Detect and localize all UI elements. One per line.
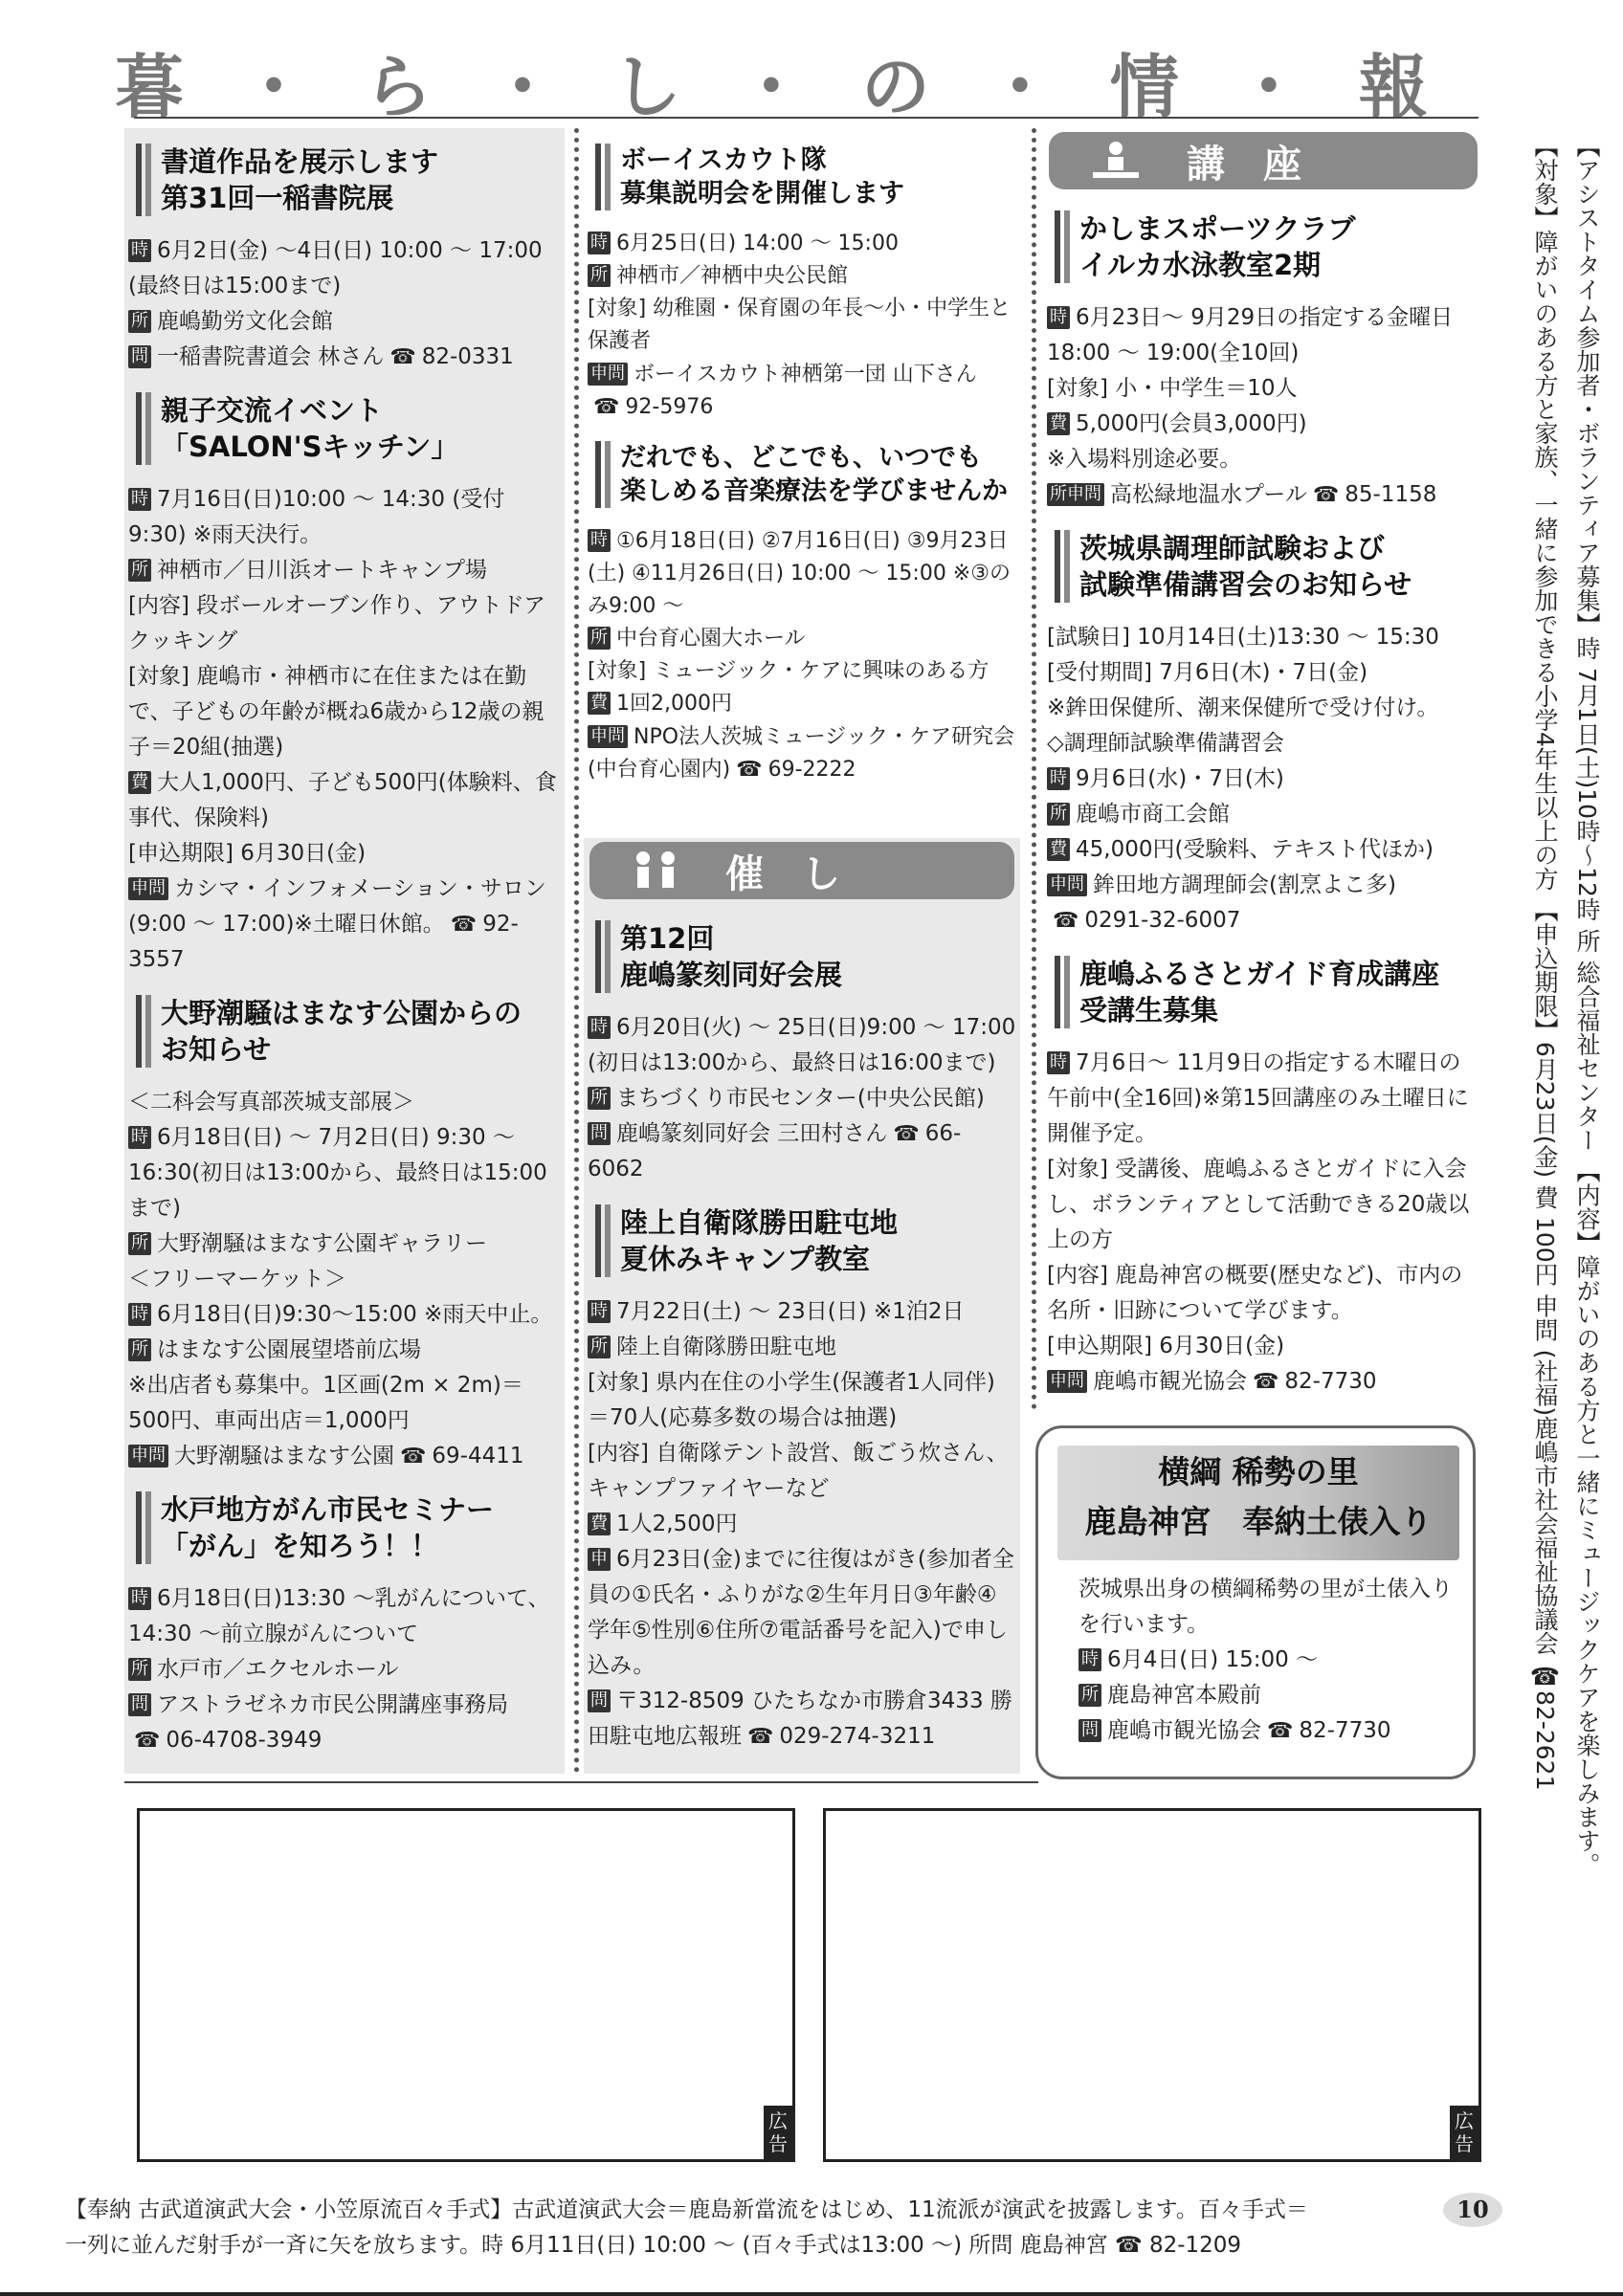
info-text: 6月4日(日) 15:00 ～ [1107, 1647, 1319, 1672]
article [588, 915, 1016, 1187]
info-line [128, 1262, 561, 1297]
info-tag: 時 [1047, 306, 1070, 329]
info-line [1078, 1713, 1461, 1749]
courses-banner [1049, 132, 1478, 189]
info-line [1047, 477, 1479, 513]
article-title-line: 鹿嶋篆刻同好会展 [620, 959, 843, 991]
info-line [588, 1684, 1016, 1755]
phone-number: 66-6062 [588, 1121, 962, 1181]
info-line [128, 659, 561, 765]
info-text: 1人2,500円 [616, 1512, 738, 1536]
page-title [115, 38, 1435, 127]
phone-number: 69-2222 [767, 757, 856, 782]
telephone-icon: ☎ [400, 1445, 427, 1468]
info-text: 45,000円(受験料、テキスト代ほか) [1076, 837, 1434, 862]
info-line [1047, 1258, 1479, 1329]
info-text: NPO法人茨城ミュージック・ケア研究会(中台育心園内) [588, 724, 1015, 782]
vertical-notice [1512, 134, 1608, 1952]
article [588, 1199, 1016, 1755]
info-line [588, 1542, 1016, 1684]
info-line [128, 1120, 561, 1226]
article-title-line: 試験準備講習会のお知らせ [1079, 568, 1412, 601]
info-text: 高松緑地温水プール [1110, 482, 1307, 507]
info-tag: 問 [128, 1693, 151, 1716]
info-line [128, 1581, 561, 1652]
telephone-icon: ☎ [747, 1725, 774, 1749]
info-text: 陸上自衛隊勝田駐屯地 [616, 1335, 836, 1359]
column-middle-events [584, 838, 1020, 1774]
info-tag: 費 [588, 1512, 611, 1535]
article-title [1047, 950, 1479, 1034]
info-text: はまなす公園展望塔前広場 [157, 1337, 421, 1362]
phone-number: 82-0331 [421, 344, 514, 369]
footer-line2: 一列に並んだ射手が一斉に矢を放ちます。時 6月11日(日) 10:00 ～ (百々手式は13:00 ～) 所問 鹿島神宮 ☎ 82-1209 [65, 2233, 1242, 2258]
column-divider [574, 128, 579, 1774]
sumo-title [1057, 1447, 1459, 1562]
article-title-line: 「がん」を知ろう！！ [161, 1530, 439, 1562]
telephone-icon: ☎ [1253, 1370, 1279, 1394]
article-title-line: 茨城県調理師試験および [1079, 532, 1386, 564]
info-text: 6月25日(日) 14:00 ～ 15:00 [616, 232, 899, 256]
info-text: 茨城県出身の横綱稀勢の里が土俵入りを行います。 [1078, 1577, 1453, 1637]
info-text: 大人1,000円、子ども500円(体験料、食事代、保険料) [128, 770, 557, 830]
telephone-icon: ☎ [134, 1729, 161, 1753]
info-text: ＜二科会写真部茨城支部展＞ [128, 1090, 414, 1115]
info-line [128, 1085, 561, 1120]
telephone-icon: ☎ [1053, 909, 1079, 933]
article-title-line: 第12回 [620, 922, 715, 955]
info-line [588, 1436, 1016, 1507]
article-title-line: イルカ水泳教室2期 [1079, 249, 1322, 281]
telephone-icon: ☎ [893, 1122, 920, 1146]
info-text: [申込期限] 6月30日(金) [1047, 1334, 1285, 1358]
info-line [1047, 655, 1479, 691]
info-text: 6月18日(日)13:30 ～乳がんについて、14:30 ～前立腺がんについて [128, 1586, 550, 1646]
info-line [128, 588, 561, 659]
info-line [1047, 762, 1479, 797]
info-tag: 時 [1078, 1648, 1101, 1671]
info-line [128, 1333, 561, 1368]
info-text: 鹿嶋市観光協会 [1093, 1369, 1247, 1394]
phone-number: 92-5976 [625, 394, 714, 419]
info-tag: 所 [588, 1336, 611, 1358]
phone-number: 0291-32-6007 [1084, 908, 1241, 933]
title-char: ら [363, 47, 440, 127]
info-line [1047, 1364, 1479, 1400]
info-tag: 問 [1078, 1719, 1101, 1742]
telephone-icon: ☎ [593, 394, 620, 419]
info-text: [対象] 県内在住の小学生(保護者1人同伴)＝70人(応募多数の場合は抽選) [588, 1370, 995, 1430]
info-tag: 時 [588, 529, 611, 552]
article-title-line: だれでも、どこでも、いつでも [620, 442, 982, 473]
info-line [128, 482, 561, 553]
info-tag: 所 [128, 559, 151, 582]
title-char: 暮 [115, 47, 192, 127]
info-tag: 所 [128, 310, 151, 333]
info-text: 鹿嶋勤労文化会館 [157, 309, 333, 334]
telephone-icon: ☎ [1267, 1719, 1294, 1743]
info-tag: 時 [128, 488, 151, 511]
info-tag: 時 [588, 232, 611, 254]
info-line [1047, 442, 1479, 477]
info-text: 7月16日(日)10:00 ～ 14:30 (受付9:30) ※雨天決行。 [128, 487, 505, 547]
ad-space-left [137, 1808, 795, 2162]
sumo-body [1078, 1572, 1461, 1749]
info-line [1047, 371, 1479, 407]
info-text: 6月2日(金) ～4日(日) 10:00 ～ 17:00 (最終日は15:00まで) [128, 238, 543, 298]
info-text: 鹿嶋市商工会館 [1076, 802, 1230, 827]
column-right [1043, 128, 1483, 1411]
info-text: 9月6日(水)・7日(木) [1076, 766, 1284, 791]
sumo-title-line2: 鹿島神宮 奉納土俵入り [1084, 1503, 1433, 1540]
info-line [1078, 1572, 1461, 1643]
info-text: ボーイスカウト神栖第一団 山下さん [634, 362, 977, 386]
info-tag: 所申問 [1047, 483, 1104, 506]
info-line [128, 304, 561, 340]
info-text: [内容] 自衛隊テント設営、飯ごう炊さん、キャンプファイヤーなど [588, 1441, 1009, 1501]
info-text: [申込期限] 6月30日(金) [128, 841, 367, 866]
article-title-line: 鹿嶋ふるさとガイド育成講座 [1079, 958, 1440, 990]
info-tag: 問 [588, 1689, 611, 1712]
info-text: 6月18日(日) ～ 7月2日(日) 9:30 ～ 16:30(初日は13:00から、最終日は15:00まで) [128, 1125, 547, 1221]
article-title-line: 親子交流イベント [161, 394, 384, 427]
info-text: [試験日] 10月14日(土)13:30 ～ 15:30 [1047, 625, 1439, 650]
info-line [128, 765, 561, 836]
info-tag: 申問 [1047, 1370, 1087, 1393]
info-line [128, 340, 561, 375]
article [128, 138, 561, 375]
info-line [588, 1081, 1016, 1116]
article-title [1047, 205, 1479, 289]
info-line [1047, 1152, 1479, 1258]
phone-number: 82-7730 [1284, 1369, 1377, 1394]
info-line [128, 553, 561, 588]
info-text: 6月23日～ 9月29日の指定する金曜日18:00 ～ 19:00(全10回) [1047, 305, 1454, 365]
info-line [588, 655, 1016, 688]
info-line [1047, 1329, 1479, 1364]
title-char: 情 [1109, 47, 1187, 127]
info-line [1047, 691, 1479, 726]
phone-number: 82-7730 [1299, 1718, 1391, 1743]
info-tag: 所 [128, 1658, 151, 1681]
info-text: 鹿嶋篆刻同好会 三田村さん [616, 1121, 888, 1146]
courses-list [1043, 205, 1483, 1400]
info-text: 6月20日(火) ～ 25日(日)9:00 ～ 17:00 (初日は13:00から、最終日は16:00まで) [588, 1015, 1016, 1075]
info-line [588, 1116, 1016, 1187]
info-text: ◇調理師試験準備講習会 [1047, 731, 1284, 756]
info-line [588, 1294, 1016, 1330]
info-tag: 時 [588, 1300, 611, 1323]
phone-number: 85-1158 [1345, 482, 1437, 507]
vertical-notice-line2: 【対象】障がいのある方と家族、一緒に参加できる小学4年生以上の方 【申込期限】6月23日(金) 費 100円 申問 (社福)鹿嶋市社会福祉協議会 ☎82-2621 [1531, 134, 1559, 1791]
info-tag: 所 [128, 1232, 151, 1255]
info-line [588, 688, 1016, 720]
info-tag: 申問 [588, 363, 628, 386]
title-char: し [611, 47, 689, 127]
title-char: ・ [487, 47, 565, 127]
article-title-line: かしまスポーツクラブ [1079, 212, 1356, 245]
info-line [1078, 1678, 1461, 1713]
article-title [588, 1199, 1016, 1283]
article-title-line: 楽しめる音楽療法を学びませんか [620, 475, 1008, 506]
info-tag: 問 [128, 345, 151, 368]
events-list [584, 915, 1020, 1755]
telephone-icon: ☎ [1312, 483, 1340, 507]
info-line [1047, 620, 1479, 655]
info-line [588, 623, 1016, 655]
info-text: [受付期間] 7月6日(木)・7日(金) [1047, 660, 1368, 685]
telephone-icon: ☎ [450, 913, 478, 937]
article-title-line: 募集説明会を開催します [620, 179, 904, 210]
info-tag: 所 [588, 1087, 611, 1110]
telephone-icon: ☎ [736, 757, 763, 782]
info-tag: 所 [588, 627, 611, 650]
info-tag: 時 [1047, 767, 1070, 790]
column-middle-top [584, 128, 1020, 831]
article-title [588, 435, 1016, 514]
info-line [1047, 726, 1479, 762]
info-line [588, 1330, 1016, 1365]
info-text: まちづくり市民センター(中央公民館) [616, 1086, 985, 1111]
article [128, 1486, 561, 1758]
info-line [1047, 832, 1479, 868]
phone-number: 69-4411 [432, 1444, 524, 1468]
footer-line1: 【奉納 古武道演武大会・小笠原流百々手式】古武道演武大会＝鹿島新當流をはじめ、11流派が演武を披露します。百々手式＝ [65, 2197, 1308, 2222]
info-text: 7月22日(土) ～ 23日(日) ※1泊2日 [616, 1299, 965, 1324]
info-text: [対象] ミュージック・ケアに興味のある方 [588, 659, 989, 684]
column-divider [1032, 128, 1036, 1410]
info-text: ※入場料別途必要。 [1047, 447, 1242, 472]
info-tag: 費 [128, 771, 151, 794]
info-tag: 問 [588, 1122, 611, 1145]
info-line [588, 721, 1016, 786]
title-char: 報 [1358, 47, 1435, 127]
info-text: [内容] 鹿島神宮の概要(歴史など)、市内の名所・旧跡について学びます。 [1047, 1263, 1463, 1323]
info-tag: 時 [128, 1587, 151, 1610]
telephone-icon: ☎ [389, 345, 416, 369]
info-text: 7月6日～ 11月9日の指定する木曜日の午前中(全16回)※第15回講座のみ土曜日に開催予定。 [1047, 1050, 1469, 1146]
article-title-line: 受講生募集 [1079, 994, 1219, 1027]
info-line [1047, 868, 1479, 903]
article-title-line: 大野潮騒はまなす公園からの [161, 997, 522, 1029]
info-text: 一稲書院書道会 林さん [157, 344, 385, 369]
info-text: 〒312-8509 ひたちなか市勝倉3433 勝田駐屯地広報班 [588, 1689, 1012, 1749]
info-text: 大野潮騒はまなす公園 [174, 1444, 394, 1468]
info-text: 1回2,000円 [616, 692, 732, 717]
info-tag: 所 [128, 1338, 151, 1361]
info-text: 中台育心園大ホール [616, 627, 806, 651]
article [1047, 524, 1479, 938]
info-text: [対象] 幼稚園・保育園の年長～小・中学生と保護者 [588, 297, 1012, 354]
article [588, 138, 1016, 424]
info-line [1047, 903, 1479, 938]
info-line [1047, 407, 1479, 442]
title-char: ・ [736, 47, 813, 127]
info-text: 鹿嶋市観光協会 [1107, 1718, 1261, 1743]
info-tag: 時 [1047, 1051, 1070, 1074]
article-title [128, 1486, 561, 1570]
article [1047, 205, 1479, 513]
header-divider [134, 117, 1478, 119]
phone-number: 029-274-3211 [779, 1724, 936, 1749]
footer-notice [65, 2193, 1539, 2263]
phone-number: 92-3557 [128, 912, 519, 972]
section-divider [124, 1781, 1038, 1783]
info-text: アストラゼネカ市民公開講座事務局 [157, 1692, 509, 1717]
info-line [1047, 300, 1479, 371]
info-tag: 所 [1047, 803, 1070, 826]
info-text: 大野潮騒はまなす公園ギャラリー [157, 1231, 487, 1256]
info-tag: 所 [588, 264, 611, 287]
info-line [128, 1297, 561, 1333]
info-text: ※鉾田保健所、潮来保健所で受け付け。 [1047, 695, 1439, 720]
info-tag: 時 [128, 1303, 151, 1326]
info-line [128, 233, 561, 304]
article-title-line: お知らせ [161, 1033, 272, 1066]
article-title [128, 989, 561, 1073]
sumo-notice [1035, 1425, 1476, 1779]
article-title [588, 138, 1016, 216]
info-text: カシマ・インフォメーション・サロン(9:00 ～ 17:00)※土曜日休館。 [128, 876, 546, 937]
article-title [588, 915, 1016, 999]
info-tag: 費 [588, 692, 611, 715]
info-line [588, 260, 1016, 293]
info-line [588, 1507, 1016, 1542]
info-tag: 費 [1047, 412, 1070, 435]
info-text: 5,000円(会員3,000円) [1076, 411, 1307, 436]
info-line [588, 525, 1016, 623]
info-text: [対象] 鹿嶋市・神栖市に在住または在勤で、子どもの年齢が概ね6歳から12歳の親子＝20組(抽選) [128, 664, 545, 760]
ad-label: 広告 [1450, 2106, 1478, 2159]
info-text: ※出店者も募集中。1区画(2m × 2m)＝500円、車両出店＝1,000円 [128, 1373, 523, 1433]
info-line [1078, 1643, 1461, 1678]
info-line [1047, 1046, 1479, 1152]
info-line [588, 359, 1016, 424]
info-line [128, 1226, 561, 1262]
info-line [128, 836, 561, 872]
article-title-line: 書道作品を展示します [161, 145, 439, 178]
lecturer-icon [1087, 140, 1145, 182]
info-tag: 申問 [1047, 873, 1087, 896]
ad-label: 広告 [764, 2106, 792, 2159]
article-title-line: 夏休みキャンプ教室 [620, 1243, 871, 1275]
info-text: [対象] 小・中学生＝10人 [1047, 376, 1298, 401]
phone-number: 06-4708-3949 [166, 1728, 322, 1753]
info-text: [内容] 段ボールオーブン作り、アウトドアクッキング [128, 593, 546, 653]
article-title-line: 水戸地方がん市民セミナー [161, 1493, 495, 1526]
article [588, 435, 1016, 786]
article-title-line: ボーイスカウト隊 [620, 145, 827, 175]
info-tag: 費 [1047, 838, 1070, 861]
info-tag: 時 [588, 1016, 611, 1039]
title-char: ・ [1234, 47, 1311, 127]
sumo-title-line1: 横綱 稀勢の里 [1158, 1453, 1359, 1490]
events-banner [589, 842, 1014, 899]
article [128, 989, 561, 1474]
article-title-line: 陸上自衛隊勝田駐屯地 [620, 1206, 899, 1239]
info-text: 神栖市／神栖中央公民館 [616, 264, 849, 289]
info-line [1047, 797, 1479, 832]
article-title-line: 第31回一稲書院展 [161, 182, 394, 214]
info-tag: 申問 [128, 877, 168, 900]
page-number: 10 [1443, 2193, 1502, 2227]
info-line [128, 872, 561, 978]
info-line [128, 1368, 561, 1439]
article-title [128, 138, 561, 222]
info-text: ①6月18日(日) ②7月16日(日) ③9月23日(土) ④11月26日(日) 10:00 ～ 15:00 ※③のみ9:00 ～ [588, 528, 1011, 619]
info-line [128, 1688, 561, 1758]
article-title-line: 「SALON'Sキッチン」 [161, 430, 459, 463]
ad-space-right [823, 1808, 1481, 2162]
info-line [588, 228, 1016, 260]
title-char: ・ [238, 47, 316, 127]
info-tag: 所 [1078, 1684, 1101, 1707]
info-tag: 申問 [128, 1445, 168, 1468]
info-text: 6月18日(日)9:30～15:00 ※雨天中止。 [157, 1302, 553, 1327]
article-title [1047, 524, 1479, 608]
info-line [588, 1010, 1016, 1081]
info-text: 水戸市／エクセルホール [157, 1657, 399, 1682]
title-char: の [860, 47, 938, 127]
info-tag: 時 [128, 239, 151, 262]
title-char: ・ [985, 47, 1062, 127]
courses-banner-label: 講座 [1187, 142, 1340, 187]
people-icon [628, 850, 685, 892]
bottom-rule [0, 2292, 1623, 2296]
events-banner-label: 催し [725, 851, 878, 896]
info-text: [対象] 受講後、鹿嶋ふるさとガイドに入会し、ボランティアとして活動できる20歳以上の方 [1047, 1157, 1470, 1252]
info-text: 神栖市／日川浜オートキャンプ場 [157, 558, 487, 583]
vertical-notice-line1: 【アシストタイム参加者・ボランティア募集】時 7月1日(土)10時～12時 所 総合福祉センター 【内容】障がいのある方と一緒にミュージックケアを楽しみます。 [1573, 134, 1601, 1877]
info-line [128, 1439, 561, 1474]
info-text: 6月23日(金)までに往復はがき(参加者全員の①氏名・ふりがな②生年月日③年齢④学年⑤性別⑥住所⑦電話番号を記入)で申し込み。 [588, 1547, 1014, 1678]
info-tag: 時 [128, 1126, 151, 1149]
info-line [588, 1365, 1016, 1436]
article [1047, 950, 1479, 1400]
info-text: 鉾田地方調理師会(割烹よこ多) [1093, 872, 1396, 897]
info-tag: 申問 [588, 725, 628, 748]
column-left [124, 128, 565, 1774]
article-title [128, 386, 561, 471]
info-text: 鹿島神宮本殿前 [1107, 1683, 1261, 1708]
info-text: ＜フリーマーケット＞ [128, 1267, 346, 1292]
info-tag: 申 [588, 1548, 611, 1571]
info-line [588, 293, 1016, 358]
info-line [128, 1652, 561, 1688]
article [128, 386, 561, 978]
